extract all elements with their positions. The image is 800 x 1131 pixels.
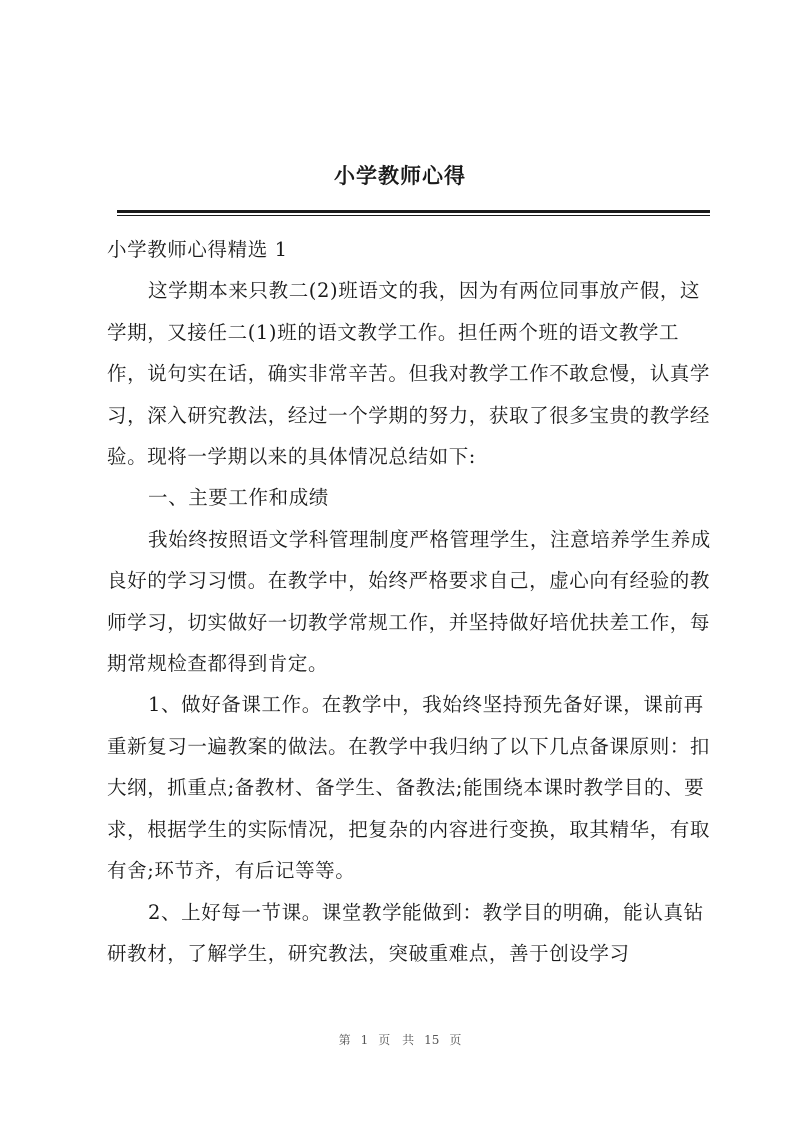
section-subtitle: 小学教师心得精选 1 xyxy=(107,238,288,261)
footer-current-page: 1 xyxy=(360,1033,369,1047)
section-heading: 一、主要工作和成绩 xyxy=(148,486,329,510)
page-title: 小学教师心得 xyxy=(334,163,466,188)
footer-total-pages: 15 xyxy=(424,1033,440,1047)
page-footer xyxy=(0,1031,800,1048)
paragraph-intro: 这学期本来只教二(2)班语文的我，因为有两位同事放产假，这学期，又接任二(1)班的语文教学工作。担任两个班的语文教学工作，说句实在话，确实非常辛苦。但我对教学工作不敢怠慢，认真学习，深入研究教法，经过一个学期的努力，获取了很多宝贵的教学经验。现将一学期以来的具体情况总结如下: xyxy=(107,279,711,469)
document-body xyxy=(107,229,714,974)
footer-page-suffix: 页 共 xyxy=(378,1033,415,1047)
title-divider-thick xyxy=(117,210,710,213)
paragraph-management: 我始终按照语文学科管理制度严格管理学生，注意培养学生养成良好的学习习惯。在教学中，始终严格要求自己，虚心向有经验的教师学习，切实做好一切教学常规工作，并坚持做好培优扶差工作，每期常规检查都得到肯定。 xyxy=(107,527,711,676)
paragraph-teaching: 2、上好每一节课。课堂教学能做到：教学目的明确，能认真钻研教材，了解学生，研究教法，突破重难点，善于创设学习 xyxy=(107,900,704,965)
title-divider-thin xyxy=(117,215,710,216)
paragraph-lesson-prep: 1、做好备课工作。在教学中，我始终坚持预先备好课，课前再重新复习一遍教案的做法。在教学中我归纳了以下几点备课原则：扣大纲，抓重点;备教材、备学生、备教法;能围绕本课时教学目的、要求，根据学生的实际情况，把复杂的内容进行变换，取其精华，有取有舍;环节齐，有后记等等。 xyxy=(107,693,711,883)
footer-total-suffix: 页 xyxy=(449,1033,462,1047)
footer-page-label: 第 xyxy=(338,1033,351,1047)
